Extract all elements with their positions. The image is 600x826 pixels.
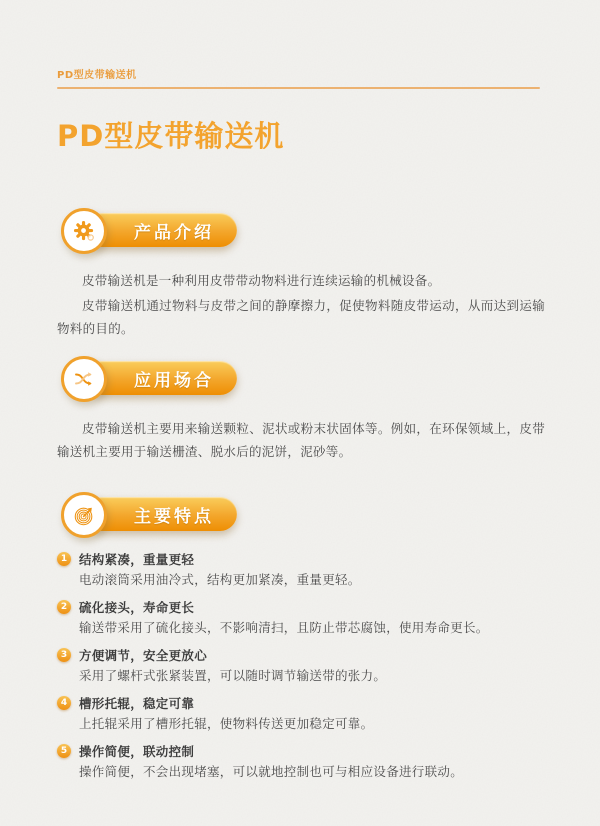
feature-item: [57, 646, 545, 686]
feature-item: [57, 694, 545, 734]
product-intro-paragraph: 皮带输送机通过物料与皮带之间的静摩擦力，促使物料随皮带运动，从而达到运输物料的目的。: [57, 298, 545, 336]
section-badge-product-intro: [57, 208, 545, 254]
badge-circle: [61, 492, 107, 538]
target-icon: [72, 503, 97, 528]
feature-number-badge: 3: [57, 648, 71, 662]
feature-description: 电动滚筒采用油冷式，结构更加紧凑，重量更轻。: [79, 572, 361, 587]
header-breadcrumb: PD型皮带输送机: [57, 70, 137, 81]
feature-list: [57, 550, 545, 782]
header-rule: [57, 87, 540, 89]
section-label: 应用场合: [134, 370, 214, 391]
section-pill: [85, 213, 237, 247]
feature-number-badge: 5: [57, 744, 71, 758]
feature-description: 输送带采用了硫化接头，不影响清扫，且防止带芯腐蚀，使用寿命更长。: [79, 620, 489, 635]
product-intro-paragraph: 皮带输送机是一种利用皮带带动物料进行连续运输的机械设备。: [82, 273, 441, 288]
badge-circle: [61, 208, 107, 254]
applications-paragraph: 皮带输送机主要用来输送颗粒、泥状或粉末状固体等。例如，在环保领域上，皮带输送机主要用于输送栅渣、脱水后的泥饼，泥砂等。: [57, 421, 545, 459]
feature-item: [57, 598, 545, 638]
section-label: 主要特点: [134, 506, 214, 527]
feature-title: 硫化接头，寿命更长: [79, 599, 195, 615]
feature-number-badge: 4: [57, 696, 71, 710]
feature-item: [57, 742, 545, 782]
section-label: 产品介绍: [134, 222, 214, 243]
feature-number-badge: 2: [57, 600, 71, 614]
feature-description: 操作简便，不会出现堵塞，可以就地控制也可与相应设备进行联动。: [79, 764, 464, 779]
section-badge-applications: [57, 356, 545, 402]
section-badge-features: [57, 492, 545, 538]
section-pill: [85, 361, 237, 395]
page-title: PD型皮带输送机: [57, 119, 285, 153]
feature-title: 结构紧凑，重量更轻: [79, 551, 195, 567]
feature-description: 上托辊采用了槽形托辊，使物料传送更加稳定可靠。: [79, 716, 374, 731]
shuffle-icon: [72, 367, 96, 391]
feature-number-badge: 1: [57, 552, 71, 566]
feature-title: 槽形托辊，稳定可靠: [79, 695, 195, 711]
badge-circle: [61, 356, 107, 402]
gear-icon: [71, 218, 97, 244]
section-pill: [85, 497, 237, 531]
feature-item: [57, 550, 545, 590]
feature-description: 采用了螺杆式张紧装置，可以随时调节输送带的张力。: [79, 668, 387, 683]
feature-title: 操作简便，联动控制: [79, 743, 195, 759]
feature-title: 方便调节，安全更放心: [79, 647, 208, 663]
